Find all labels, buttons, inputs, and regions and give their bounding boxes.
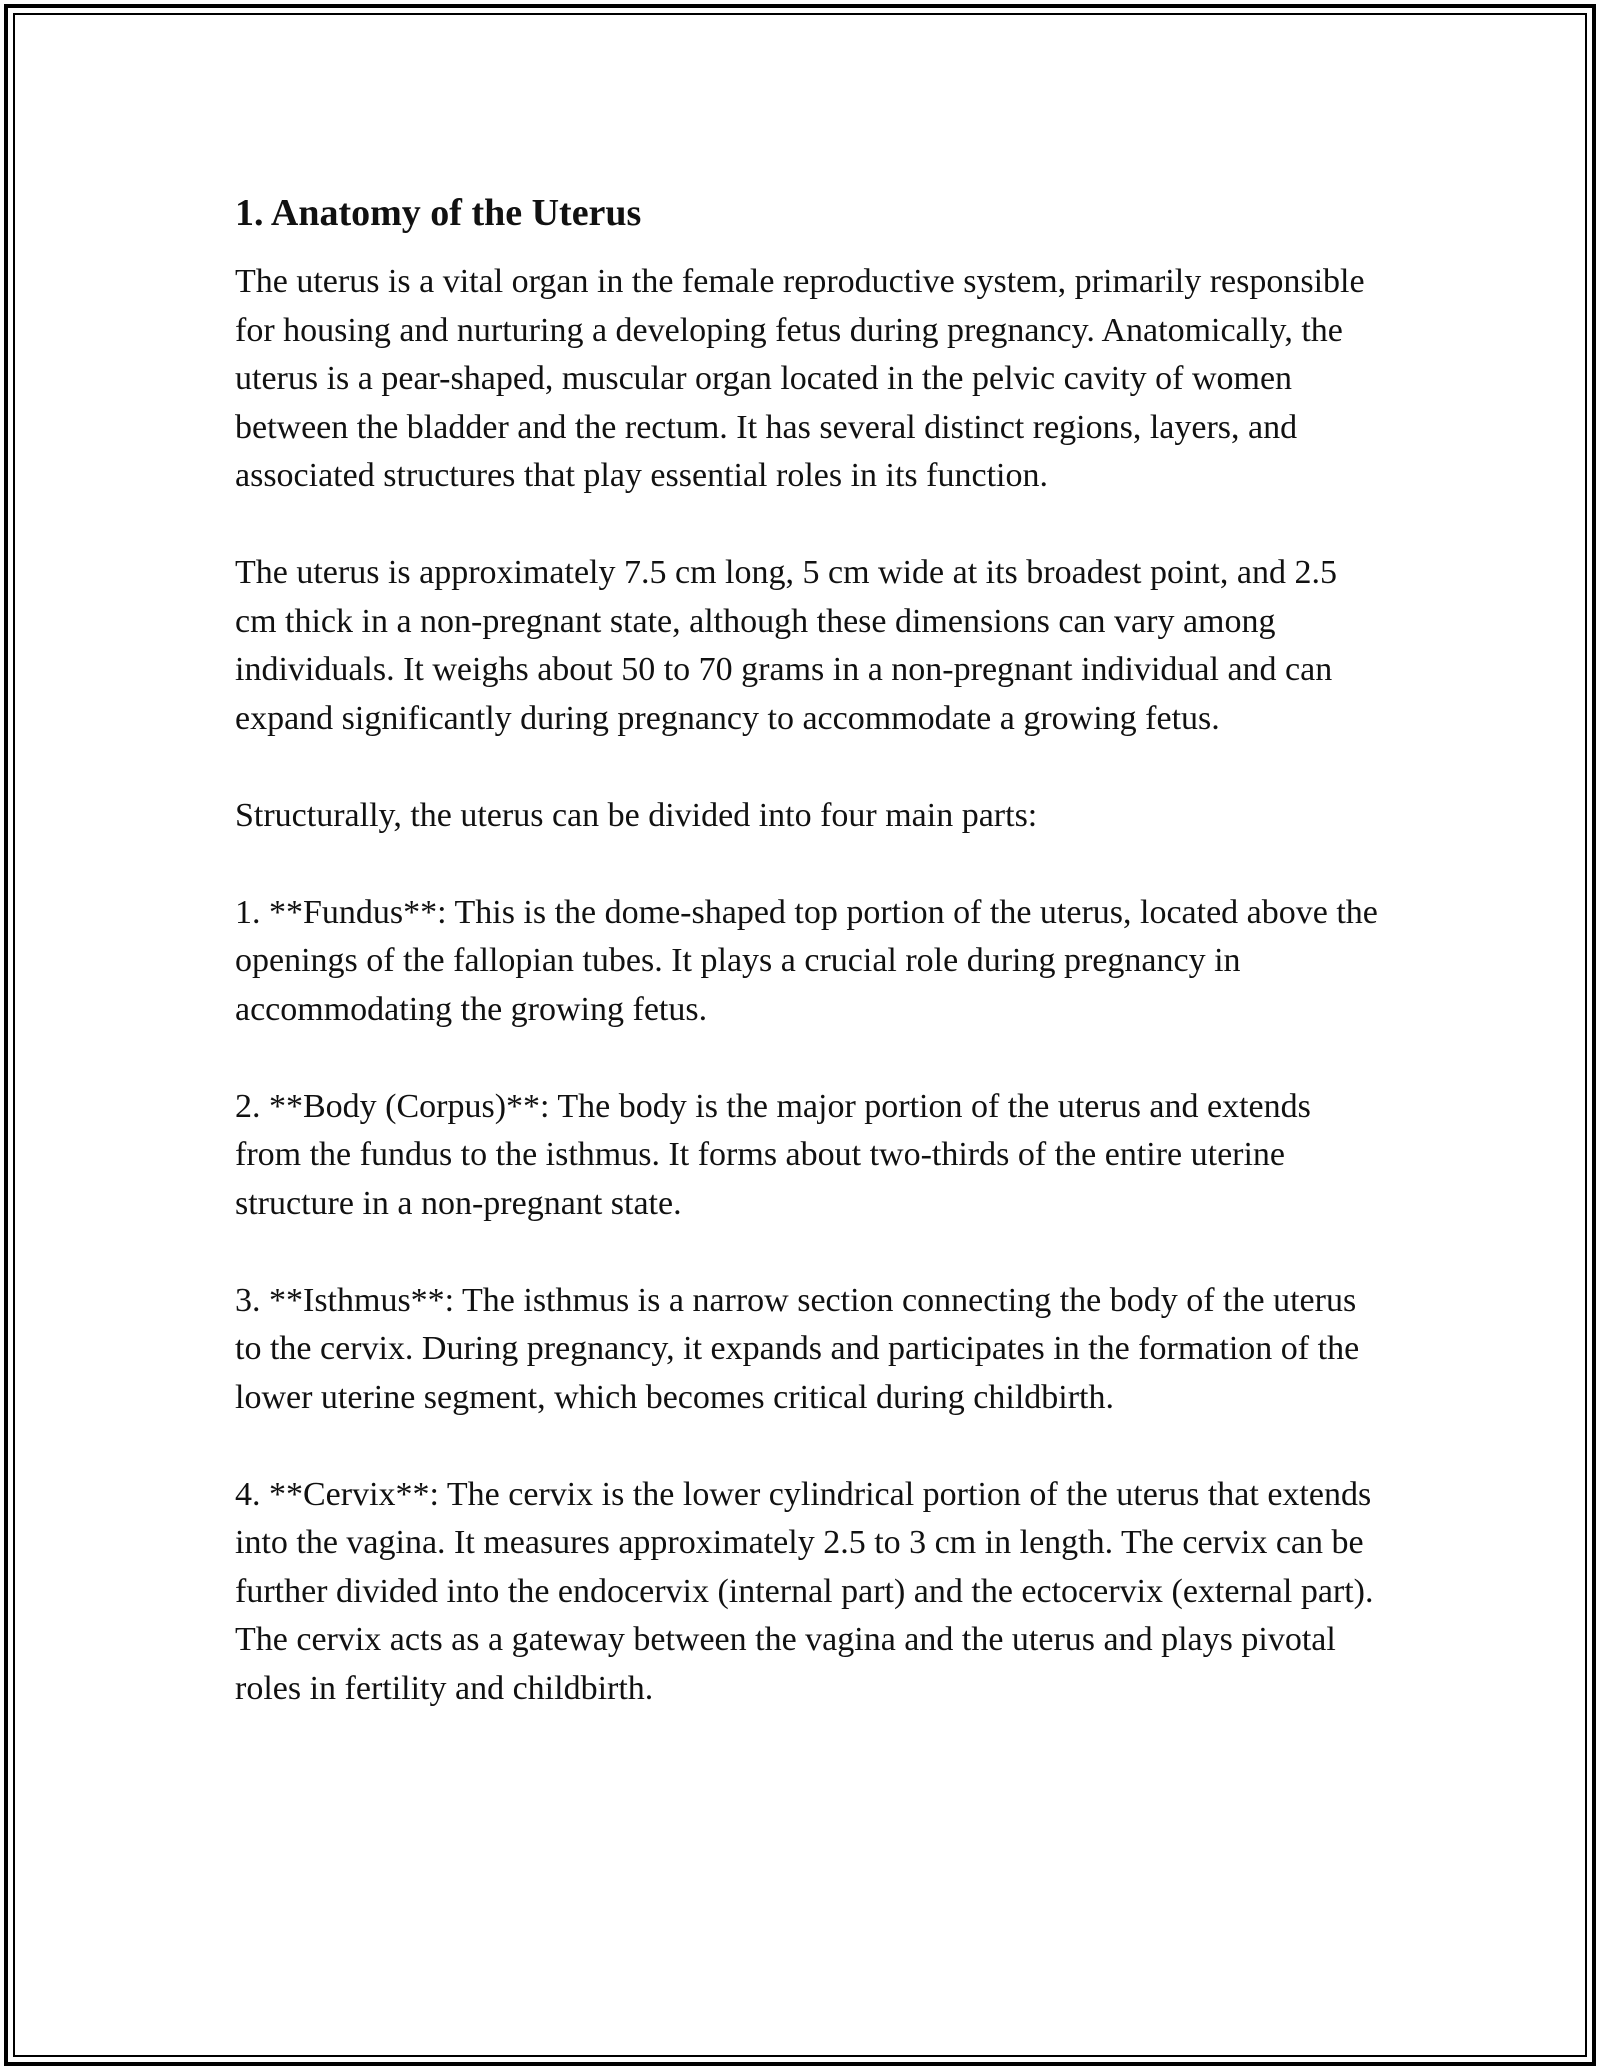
paragraph-body-corpus: 2. **Body (Corpus)**: The body is the major portion of the uterus and extends from the fundus to the isthmus. It forms about two-thirds of the entire uterine structure in a non-pregnant state. <box>235 1087 1311 1222</box>
paragraph-cervix: 4. **Cervix**: The cervix is the lower cylindrical portion of the uterus that extends into the vagina. It measures approximately 2.5 to 3 cm in length. The cervix can be further divided into the endocervix (internal part) and the ectocervix (external part). The cervix acts as a gateway between the vagina and the uterus and plays pivotal roles in fertility and childbirth. <box>235 1475 1374 1707</box>
paragraph-intro: The uterus is a vital organ in the female reproductive system, primarily responsible for housing and nurturing a developing fetus during pregnancy. Anatomically, the uterus is a pear-shaped, muscular organ located in the pelvic cavity of women between the bladder and the rectum. It has several distinct regions, layers, and associated structures that play essential roles in its function. <box>235 263 1365 494</box>
paragraph-dimensions: The uterus is approximately 7.5 cm long, 5 cm wide at its broadest point, and 2.5 cm thick in a non-pregnant state, although these dimensions can vary among individuals. It weighs about 50 to 70 grams in a non-pregnant individual and can expand significantly during pregnancy to accommodate a growing fetus. <box>235 554 1337 737</box>
paragraph-structure-intro: Structurally, the uterus can be divided into four main parts: <box>235 796 1038 834</box>
paragraph-fundus: 1. **Fundus**: This is the dome-shaped top portion of the uterus, located above the openings of the fallopian tubes. It plays a crucial role during pregnancy in accommodating the growing fetus. <box>235 893 1378 1028</box>
paragraph-isthmus: 3. **Isthmus**: The isthmus is a narrow section connecting the body of the uterus to the cervix. During pregnancy, it expands and participates in the formation of the lower uterine segment, which becomes critical during childbirth. <box>235 1281 1360 1416</box>
document-body <box>235 188 1385 1713</box>
section-heading: 1. Anatomy of the Uterus <box>235 192 642 234</box>
